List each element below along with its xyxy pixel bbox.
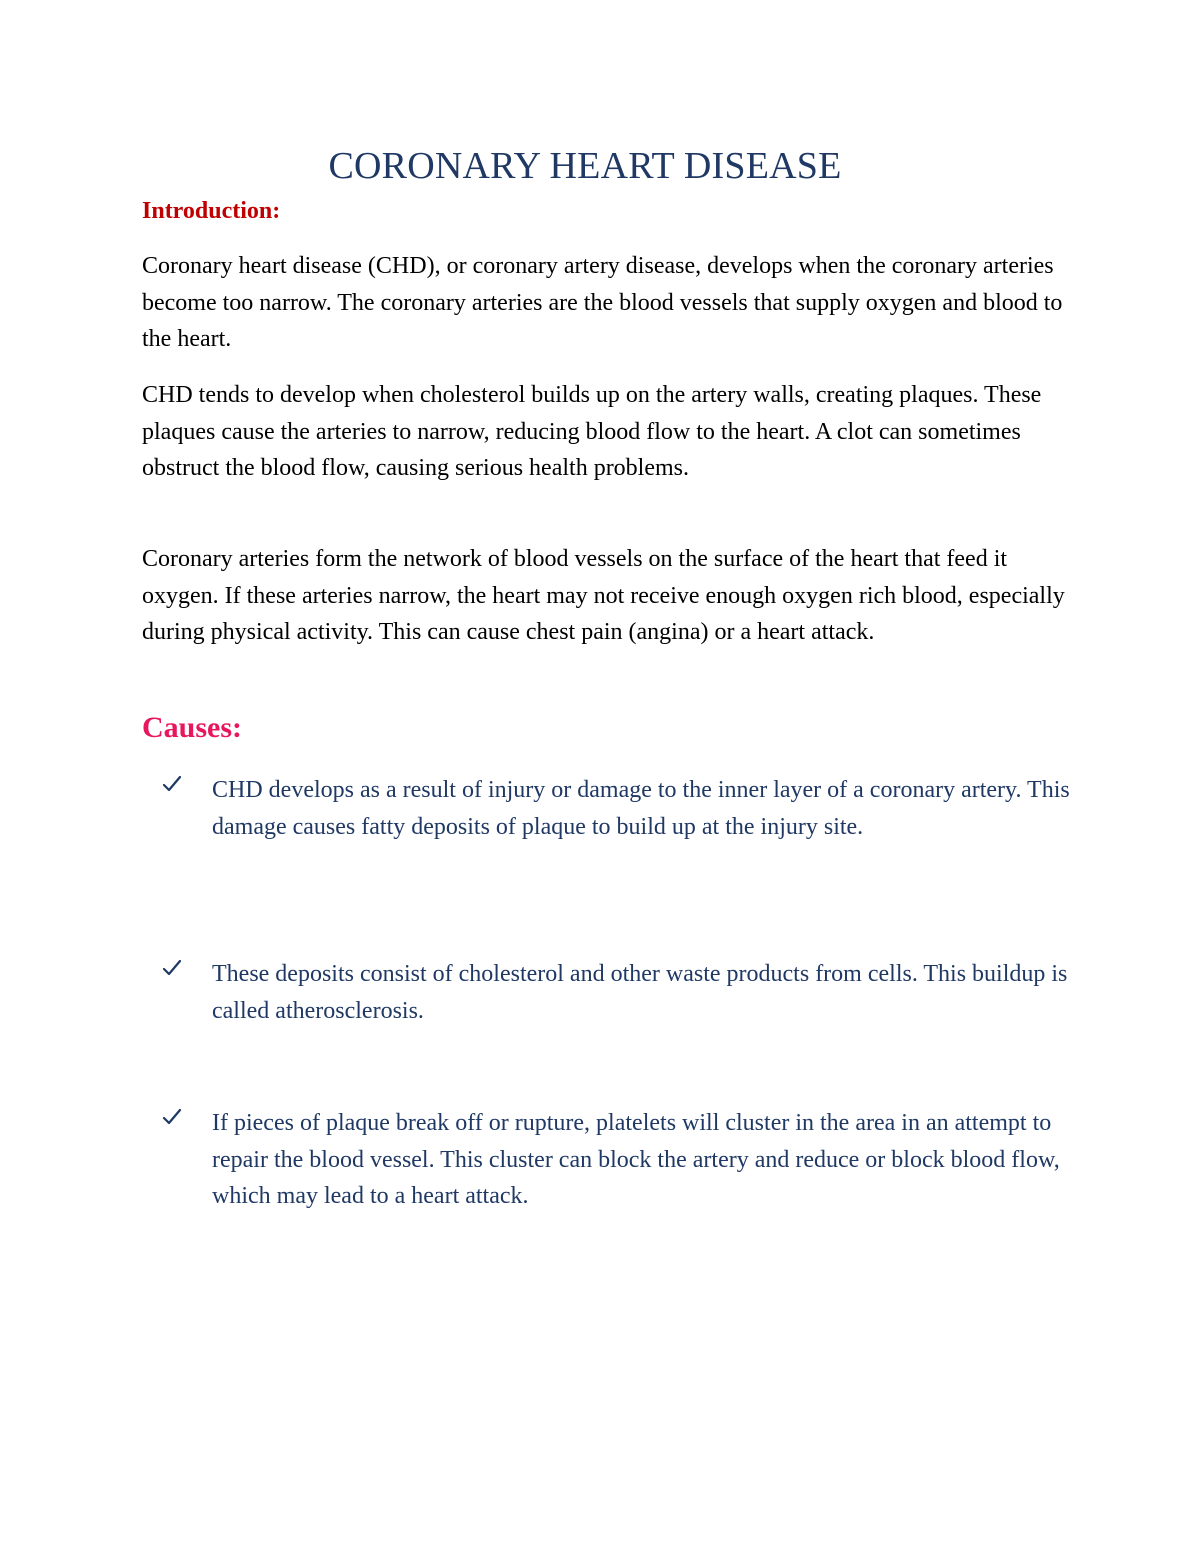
- checkmark-icon: [162, 1107, 182, 1127]
- document-title: CORONARY HEART DISEASE: [328, 145, 842, 187]
- intro-paragraph-2: CHD tends to develop when cholesterol builds up on the artery walls, creating plaques. These plaques cause the arteries to narrow, reducing blood flow to the heart. A clot can sometimes obstruct the blood flow, causing serious health problems.: [142, 382, 1042, 481]
- checkmark-icon: [162, 774, 182, 794]
- introduction-heading: Introduction:: [142, 198, 281, 224]
- causes-item-text: These deposits consist of cholesterol and other waste products from cells. This buildup is called atherosclerosis.: [212, 961, 1068, 1024]
- intro-paragraph-1: Coronary heart disease (CHD), or coronary artery disease, develops when the coronary arteries become too narrow. The coronary arteries are the blood vessels that supply oxygen and blood to the heart.: [142, 253, 1063, 352]
- causes-item-text: CHD develops as a result of injury or damage to the inner layer of a coronary artery. This damage causes fatty deposits of plaque to build up at the injury site.: [212, 777, 1070, 840]
- causes-item-text: If pieces of plaque break off or rupture, platelets will cluster in the area in an attempt to repair the blood vessel. This cluster can block the artery and reduce or block blood flow, which may lead to a heart attack.: [212, 1110, 1060, 1209]
- checkmark-icon: [162, 958, 182, 978]
- causes-heading: Causes:: [142, 711, 243, 744]
- intro-paragraph-3: Coronary arteries form the network of blood vessels on the surface of the heart that feed it oxygen. If these arteries narrow, the heart may not receive enough oxygen rich blood, especially during physical activity. This can cause chest pain (angina) or a heart attack.: [142, 546, 1065, 645]
